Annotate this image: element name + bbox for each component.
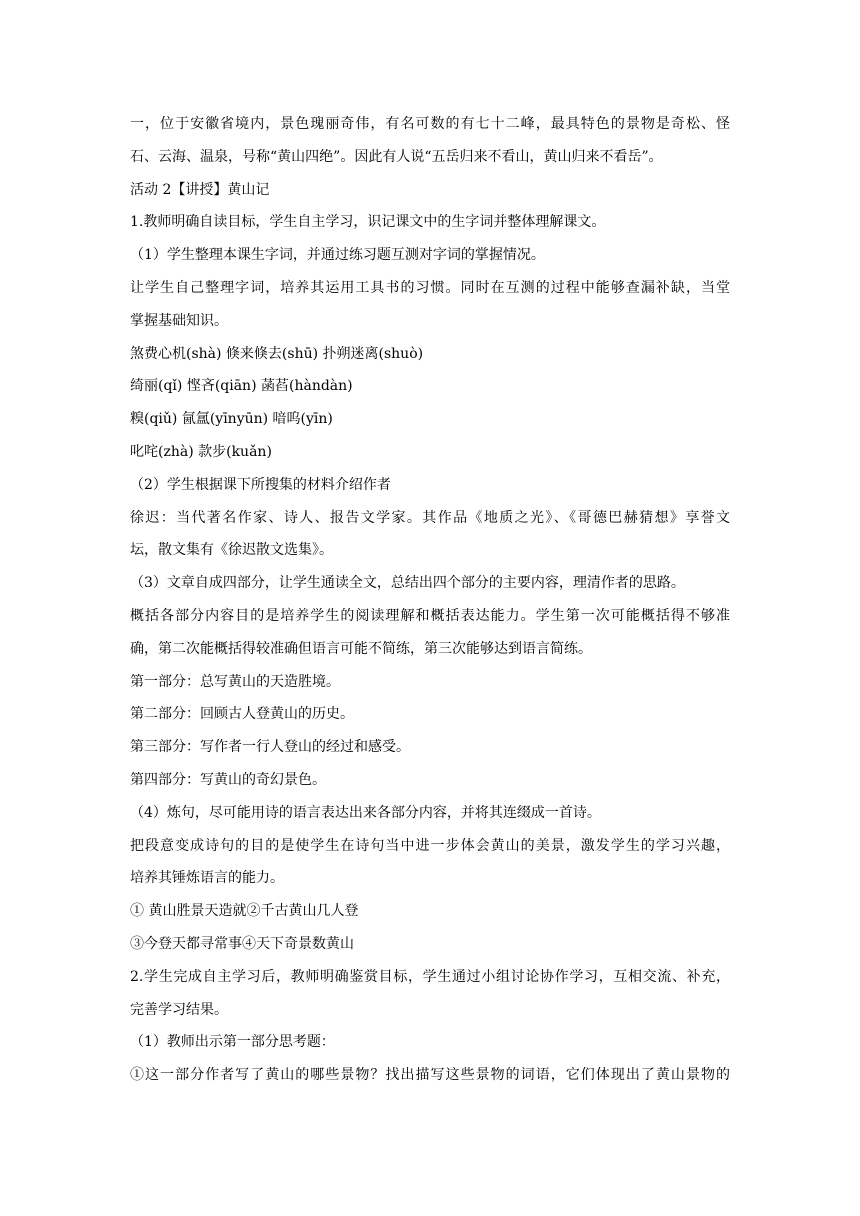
text-line: ③今登天都寻常事④天下奇景数黄山 (130, 935, 354, 952)
text-line: 把段意变成诗句的目的是使学生在诗句当中进一步体会黄山的美景，激发学生的学习兴趣， (130, 837, 730, 854)
text-line: 活动 2【讲授】黄山记 (130, 181, 270, 198)
text-line: 完善学习结果。 (130, 1001, 228, 1018)
text-line: ① 黄山胜景天造就②千古黄山几人登 (130, 903, 359, 920)
text-line: （3）文章自成四部分，让学生通读全文，总结出四个部分的主要内容，理清作者的思路。 (130, 575, 685, 592)
text-line: ①这一部分作者写了黄山的哪些景物？找出描写这些景物的词语，它们体现出了黄山景物的 (130, 1067, 730, 1084)
text-line: 第二部分：回顾古人登黄山的历史。 (130, 706, 354, 723)
text-line: 第三部分：写作者一行人登山的经过和感受。 (130, 739, 410, 756)
text-line: （2）学生根据课下所搜集的材料介绍作者 (130, 476, 391, 493)
text-line: 确，第二次能概括得较准确但语言可能不简练，第三次能够达到语言简练。 (130, 640, 592, 657)
text-line: 糗(qiǔ) 氤氲(yīnyūn) 喑呜(yīn) (130, 411, 333, 428)
text-line: （1）教师出示第一部分思考题： (130, 1034, 335, 1051)
text-line: 徐迟：当代著名作家、诗人、报告文学家。其作品《地质之光》、《哥德巴赫猜想》享誉文 (130, 509, 730, 526)
text-line: （4）炼句，尽可能用诗的语言表达出来各部分内容，并将其连缀成一首诗。 (130, 804, 601, 821)
text-line: 第四部分：写黄山的奇幻景色。 (130, 771, 326, 788)
text-line: 培养其锤炼语言的能力。 (130, 870, 284, 887)
text-line: 概括各部分内容目的是培养学生的阅读理解和概括表达能力。学生第一次可能概括得不够准 (130, 607, 730, 624)
text-line: 让学生自己整理字词，培养其运用工具书的习惯。同时在互测的过程中能够查漏补缺，当堂 (130, 279, 730, 296)
text-line: 掌握基础知识。 (130, 312, 228, 329)
text-line: 一，位于安徽省境内，景色瑰丽奇伟，有名可数的有七十二峰，最具特色的景物是奇松、怪 (130, 116, 730, 132)
text-line: 叱咤(zhà) 款步(kuǎn) (130, 443, 272, 460)
text-line: 第一部分：总写黄山的天造胜境。 (130, 673, 340, 690)
text-line: 绮丽(qǐ) 悭吝(qiān) 菡萏(hàndàn) (130, 378, 353, 395)
text-line: 2.学生完成自主学习后，教师明确鉴赏目标，学生通过小组讨论协作学习，互相交流、补充， (130, 968, 730, 985)
text-line: 1.教师明确自读目标，学生自主学习，识记课文中的生字词并整体理解课文。 (130, 214, 606, 231)
text-line: 坛，散文集有《徐迟散文选集》。 (130, 542, 333, 559)
text-line: 煞费心机(shà) 倏来倏去(shū) 扑朔迷离(shuò) (130, 345, 424, 362)
text-line: 石、云海、温泉，号称“黄山四绝”。因此有人说“五岳归来不看山，黄山归来不看岳”。 (130, 148, 663, 165)
document-body (130, 108, 730, 1092)
text-line: （1）学生整理本课生字词，并通过练习题互测对字词的掌握情况。 (130, 247, 545, 264)
